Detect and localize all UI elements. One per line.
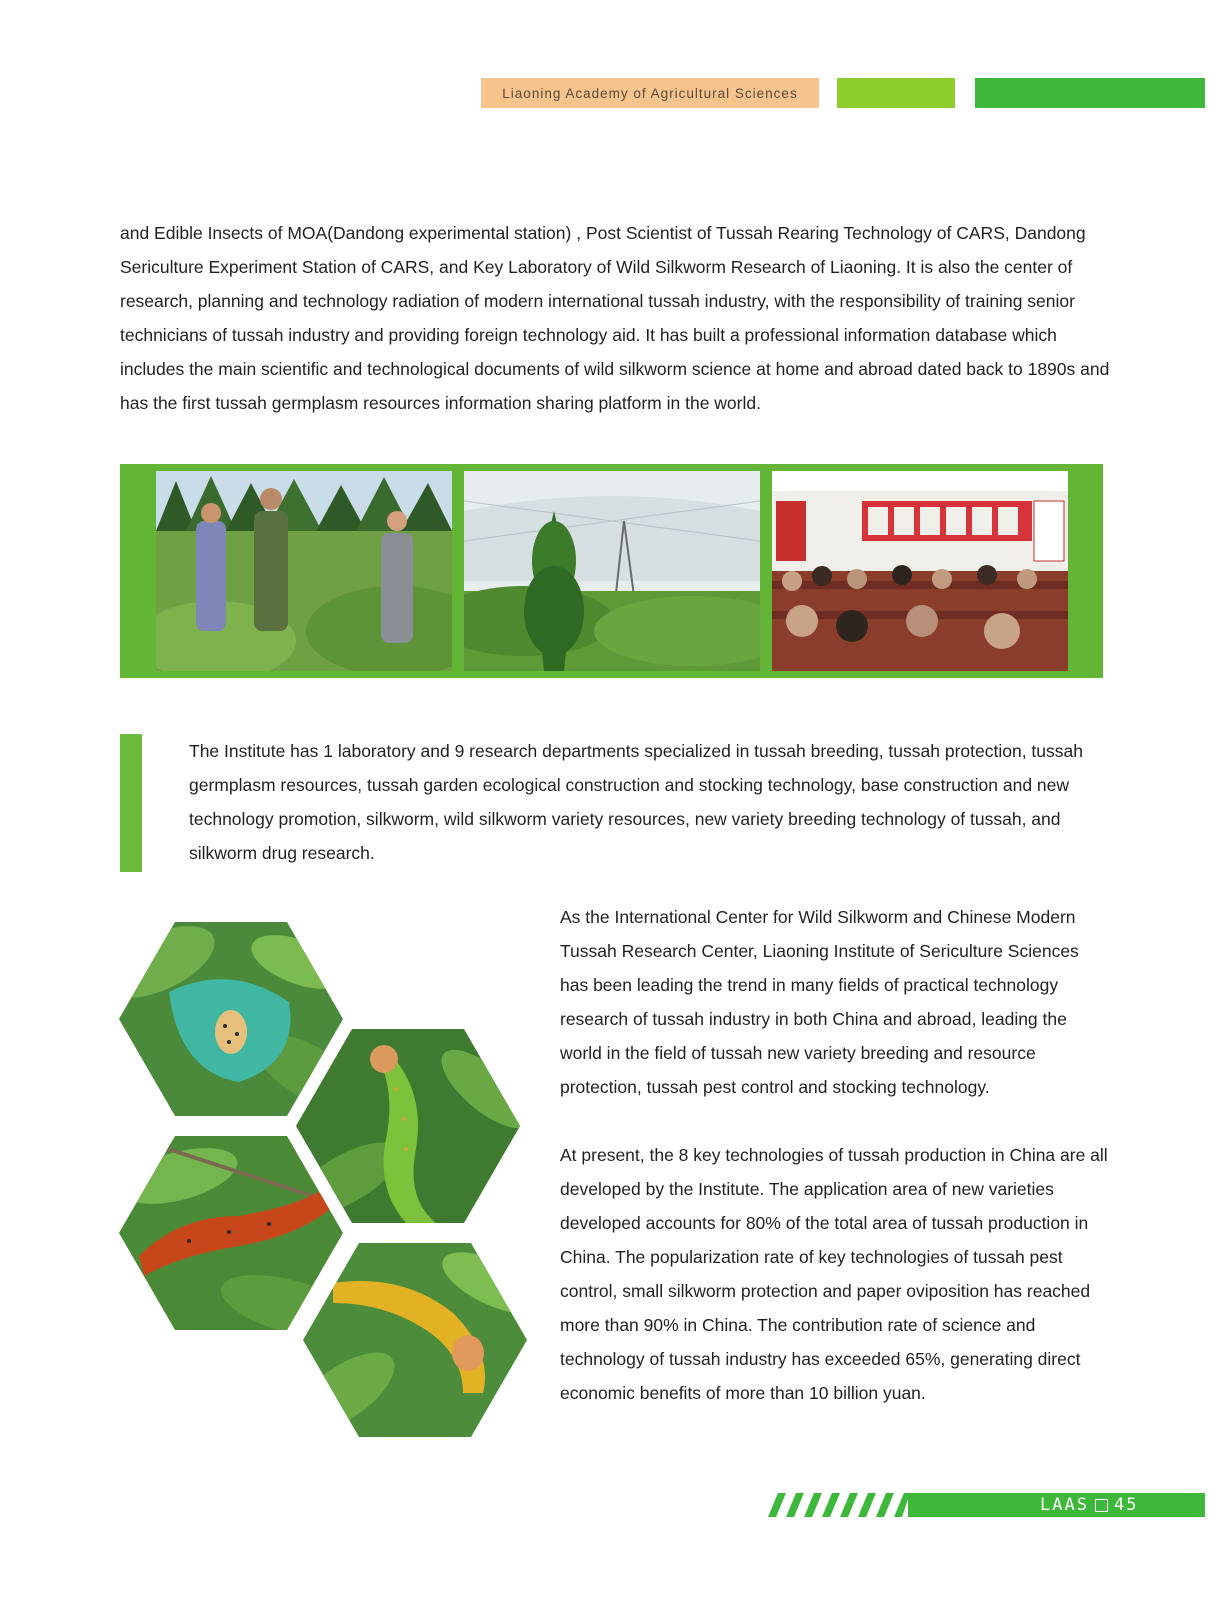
center-paragraph: As the International Center for Wild Silkworm and Chinese Modern Tussah Research Center, Liaoning Institute of Sericulture Sciences has been leading the trend in many fields of practical technology research of tussah industry in both China and abroad, leading the world in the field of tussah new variety breeding and resource protection, tussah pest control and stocking technology.: [560, 907, 1079, 1097]
training-meeting-photo: [772, 471, 1068, 671]
header-org-text: Liaoning Academy of Agricultural Sciences: [502, 85, 798, 101]
header-accent-green: [975, 78, 1205, 108]
footer-stripes: [760, 1493, 910, 1517]
yellow-tussah-larva-photo: [303, 1243, 527, 1437]
field-visit-photo: [156, 471, 452, 671]
header-org-label: [481, 78, 819, 108]
header-accent-lime: [837, 78, 955, 108]
green-tussah-larva-photo: [296, 1029, 520, 1223]
footer-brand: LAAS: [1040, 1495, 1089, 1515]
footer-label: [1040, 1493, 1138, 1517]
red-tussah-larva-photo: [119, 1136, 343, 1330]
footer-box-icon: [1095, 1499, 1108, 1512]
blue-tussah-larva-photo: [119, 922, 343, 1116]
departments-paragraph: The Institute has 1 laboratory and 9 research departments specialized in tussah breeding, tussah protection, tussah germplasm resources, tussah garden ecological construction and stocking technology, base construction and new technology promotion, silkworm, wild silkworm variety resources, new variety breeding technology of tussah, and silkworm drug research.: [189, 741, 1083, 863]
intro-paragraph: and Edible Insects of MOA(Dandong experimental station) , Post Scientist of Tussah Rearing Technology of CARS, Dandong Sericulture Experiment Station of CARS, and Key Laboratory of Wild Silkworm Research of Liaoning. It is also the center of research, planning and technology radiation of modern international tussah industry, with the responsibility of training senior technicians of tussah industry and providing foreign technology aid. It has built a professional information database which includes the main scientific and technological documents of wild silkworm science at home and abroad dated back to 1890s and has the first tussah germplasm resources information sharing platform in the world.: [120, 223, 1110, 413]
tussah-garden-net-photo: [464, 471, 760, 671]
present-paragraph: At present, the 8 key technologies of tussah production in China are all developed by the Institute. The application area of new varieties developed accounts for 80% of the total area of tussah production in China. The popularization rate of key technologies of tussah pest control, small silkworm protection and paper oviposition has reached more than 90% in China. The contribution rate of science and technology of tussah industry has exceeded 65%, generating direct economic benefits of more than 10 billion yuan.: [560, 1145, 1108, 1403]
photo-strip: [120, 464, 1103, 678]
page-number: 45: [1113, 1495, 1139, 1515]
section-accent-bar: [120, 734, 142, 872]
